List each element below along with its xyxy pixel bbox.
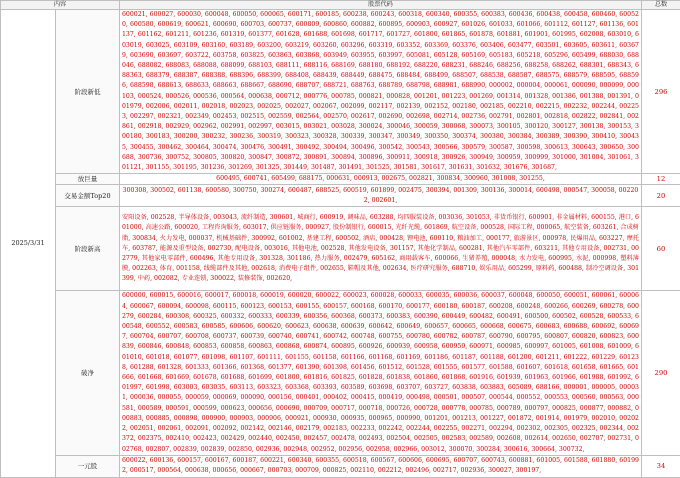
- count-cell: 296: [642, 10, 680, 174]
- table-row: [1, 10, 680, 174]
- category-cell: 阶段新高: [56, 207, 120, 291]
- count-cell: 20: [642, 185, 680, 207]
- category-cell: 破净: [56, 291, 120, 455]
- count-cell: 60: [642, 207, 680, 291]
- table-row: [1, 174, 680, 185]
- codes-cell: 300308, 300502, 601138, 600580, 300750, 300274, 600487, 688525, 600519, 601899, 002475, 300394, 001309, 300136, 300014, 600498, 000547, 300058, 002202, 002601,: [120, 185, 642, 207]
- codes-cell: 600495, 600741, 605499, 688175, 000631, 000913, 002675, 002821, 300834, 300960, 301008, 301255,: [120, 174, 642, 185]
- codes-cell: 600022, 600136, 600157, 600167, 600187, 600221, 600340, 600355, 600518, 600567, 600606, 600695, 600707, 600743, 600881, 601005, 601588, 601880, 601992, 000517, 000564, 000638, 000656, 000667, 000703, 000709, 000825, 002110, 002212, 002496, 002717, 002936, 300027, 300197,: [120, 455, 642, 477]
- count-cell: 290: [642, 291, 680, 455]
- header-content: 内容: [1, 1, 120, 10]
- codes-cell: 600000, 600015, 600016, 600017, 600018, 600019, 600020, 600022, 600023, 600028, 600033, 600035, 600036, 600037, 600048, 600050, 600051, 600061, 600064, 600067, 600094, 600098, 600115, 600123, 600153, 600155, 600157, 600168, 600170, 600177, 600180, 600187, 600208, 600248, 600266, 600269, 600278, 600279, 600284, 600308, 600325, 600332, 600333, 600339, 600356, 600368, 600373, 600383, 600390, 600449, 600482, 600491, 600500, 600502, 600528, 600533, 600548, 600552, 600583, 600585, 600606, 600620, 600623, 600638, 600639, 600642, 600649, 600657, 600665, 600668, 600675, 600683, 600688, 600692, 600697, 600704, 600707, 600708, 600737, 600739, 600740, 600741, 600742, 600748, 600755, 600780, 600782, 600787, 600790, 600795, 600807, 600820, 600823, 600839, 600846, 600848, 600853, 600858, 600863, 600868, 600874, 600895, 600926, 600939, 600958, 600959, 600971, 600985, 600997, 601005, 601008, 601009, 601010, 601018, 601077, 601098, 601107, 601111, 601155, 601158, 601166, 601168, 601169, 601186, 601187, 601188, 601200, 601211, 601222, 601229, 601238, 601288, 601328, 601333, 601366, 601368, 601377, 601390, 601398, 601456, 601512, 601528, 601555, 601577, 601588, 601607, 601618, 601658, 601665, 601666, 601668, 601669, 601678, 601688, 601699, 601800, 601816, 601825, 601828, 601838, 601860, 601868, 601916, 601939, 601963, 601966, 601988, 601992, 601997, 601998, 603003, 603035, 603113, 603323, 603368, 603393, 603589, 603698, 603707, 603727, 603838, 603883, 605089, 688166, 000001, 000005, 000031, 000036, 000055, 000059, 000069, 000090, 000156, 000401, 000402, 000415, 000419, 000498, 000501, 000507, 000544, 000552, 000553, 000560, 000563, 000581, 000589, 000591, 000599, 000623, 000656, 000690, 000709, 000717, 000718, 000726, 000728, 000778, 000785, 000789, 000797, 000825, 000877, 000882, 000883, 000885, 000898, 000900, 000903, 000906, 000921, 000930, 000935, 000965, 000990, 001201, 001213, 001227, 001872, 001914, 001979, 002010, 002022, 002051, 002061, 002091, 002092, 002142, 002146, 002179, 002183, 002233, 002242, 002244, 002255, 002271, 002294, 002302, 002305, 002325, 002344, 002372, 002375, 002410, 002423, 002429, 002440, 002450, 002457, 002478, 002493, 002504, 002505, 002583, 002589, 002608, 002614, 002650, 002707, 002731, 002768, 002807, 002839, 002839, 002850, 002936, 002948, 002952, 002956, 002958, 002966, 003012, 300070, 300284, 300616, 300664, 300732,: [120, 291, 642, 455]
- header-row: [1, 1, 680, 10]
- table-row: [1, 185, 680, 207]
- header-codes: 股票代码: [120, 1, 642, 10]
- codes-cell: 600021, 600027, 600030, 600048, 600050, 600065, 600171, 600185, 600238, 600243, 600318, 600340, 600355, 600383, 600436, 600438, 600458, 600460, 600520, 600580, 600619, 600621, 600690, 600703, 600737, 600809, 600860, 600882, 600895, 600903, 600927, 601026, 601033, 601066, 601112, 601127, 601136, 601137, 601162, 601211, 601236, 601319, 601377, 601628, 601688, 601698, 601717, 601727, 601800, 601865, 601878, 601881, 601901, 601995, 602008, 603010, 603019, 603025, 603109, 603160, 603189, 603200, 603219, 603260, 603296, 603319, 603352, 603369, 603376, 603406, 603477, 603501, 603605, 603611, 603679, 603690, 603697, 603722, 603758, 603825, 603863, 603868, 603949, 603955, 603997, 605081, 605128, 605169, 605183, 605218, 605296, 605499, 688030, 688046, 688082, 688083, 688088, 688099, 688103, 688111, 688116, 688169, 688180, 688192, 688220, 688231, 688246, 688256, 688258, 688262, 688301, 688343, 688363, 688379, 688387, 688388, 688396, 688399, 688408, 688439, 688449, 688475, 688484, 688499, 688507, 688538, 688587, 688575, 688579, 688595, 688596, 688598, 688613, 688633, 688663, 688667, 688690, 688707, 688721, 688763, 688789, 688798, 688981, 688990, 000002, 000004, 000061, 000090, 000099, 000103, 000524, 000526, 000536, 000564, 000638, 000712, 000776, 000785, 000821, 000828, 001201, 001223, 001269, 001314, 001328, 001386, 001388, 001391, 001979, 002006, 002011, 002018, 002023, 002025, 002027, 002067, 002099, 002117, 002139, 002152, 002180, 002185, 002210, 002215, 002232, 002244, 002253, 002297, 002321, 002349, 002453, 002515, 002559, 002564, 002570, 002617, 002690, 002698, 002714, 002736, 002791, 002801, 002818, 002822, 002841, 002861, 002918, 002929, 002962, 002991, 002997, 003015, 003021, 003028, 300024, 300046, 300059, 300068, 300073, 300105, 300120, 300127, 300138, 300153, 300180, 300183, 300200, 300232, 300236, 300319, 300323, 300328, 300339, 300347, 300349, 300350, 300374, 300380, 300384, 300389, 300390, 300410, 300435, 300455, 300462, 300464, 300474, 300476, 300491, 300492, 300494, 300496, 300542, 300543, 300566, 300579, 300587, 300598, 300613, 300643, 300650, 300688, 300736, 300752, 300805, 300820, 300847, 300872, 300891, 300894, 300896, 300911, 300918, 300926, 300949, 300959, 300999, 301000, 301004, 301061, 301121, 301155, 301195, 301236, 301269, 301325, 301449, 301487, 301491, 301525, 301581, 301617, 301631, 301632, 301676, 301687,: [120, 10, 642, 174]
- category-cell: 交易金额Top20: [56, 185, 120, 207]
- date-cell: 2025/3/31: [1, 10, 56, 478]
- header-total: 总数: [642, 1, 680, 10]
- category-cell: 放巨量: [56, 174, 120, 185]
- count-cell: 34: [642, 455, 680, 477]
- codes-cell: 安阳设备, 002528, 半导体设备, 003043, 流纤制造, 300601, 城商行, 600919, 调味品, 603288, 均四服装设备, 003036, 301053, 非货币银行, 600901, 非金属材料, 600155, 港口, 601000, 高速公路, 600020, 工程咨询服务, 603017, 供应链服务, 000927, 股份制银行, 600015, 光纤光缆, 601869, 航空设备, 000528, 国际工程, 000065, 航空装备, 603261, 合成树脂, 300834, 火力发电, 000037, 机械基础件, 300992, 601002, 基建工程, 600502, 酒店, 000428, 锂电池, 600110, 粮油加工, 000177, 旅游景区, 000978, 民爆用品, 603227, 摩托车, 603787, 能源及重型设备, 002730, 配电设备, 003016, 其他电池, 002528, 其他发电设备, 301157, 其他化学制品, 600281, 其他汽车零部件, 603211, 其他专用设备, 002731, 002779, 其他家电零部件, 600496, 其他专用设备, 301328, 301186, 热力服务, 002479, 605162, 商用载客车, 600066, 生猪养殖, 000048, 水力发电, 600995, 水泥, 000998, 塑料薄膜, 002263, 体育, 001158, 线缆部件及其他, 002618, 消费电子组件, 002655, 鞋帽及其他, 002634, 医疗研究服务, 688710, 娱乐用品, 605299, 原料药, 600488, 制冷空调设备, 301399, 中药, 002082, 专业连锁, 300022, 装修装饰, 002620,: [120, 207, 642, 291]
- table-row: [1, 291, 680, 455]
- table-row: [1, 207, 680, 291]
- category-cell: 一元股: [56, 455, 120, 477]
- count-cell: 12: [642, 174, 680, 185]
- category-cell: 阶段新低: [56, 10, 120, 174]
- table-row: [1, 455, 680, 477]
